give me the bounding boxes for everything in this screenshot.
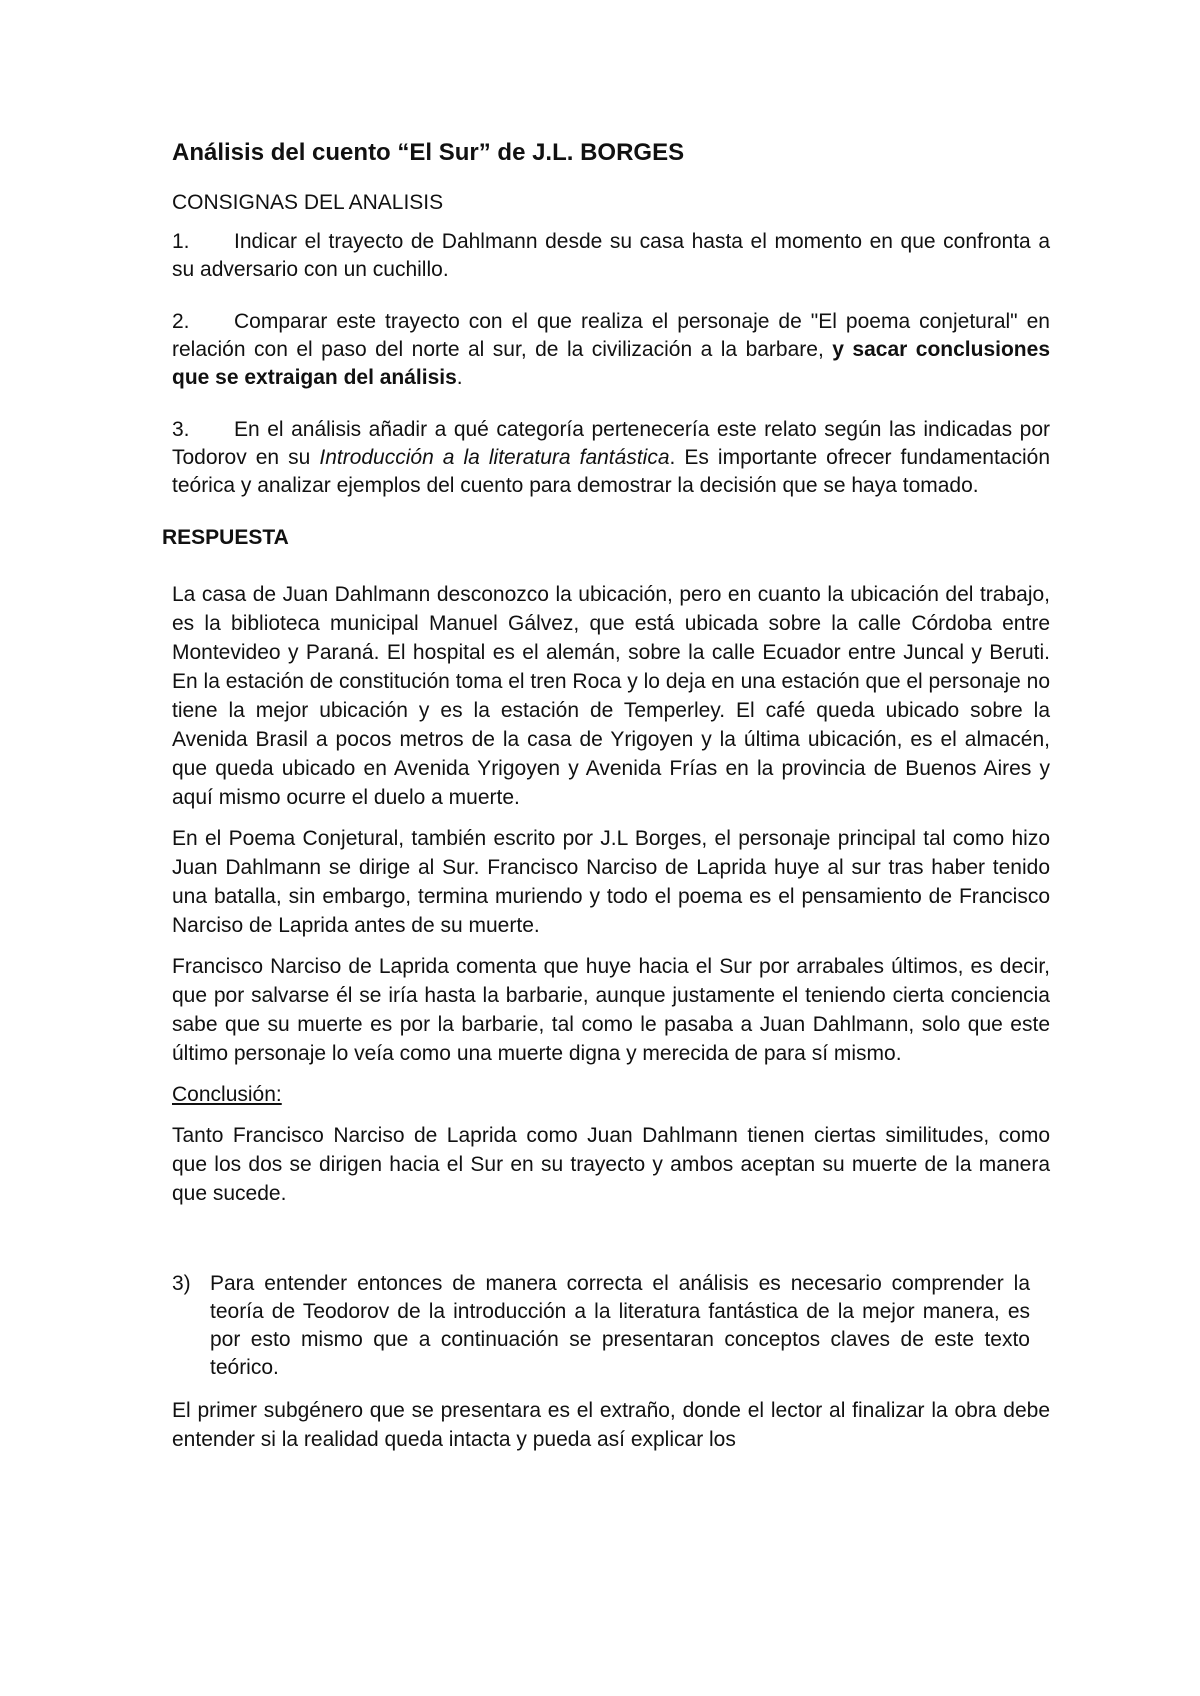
- item-number: 1.: [172, 230, 190, 253]
- item-end: .: [456, 366, 463, 389]
- consignas-heading: CONSIGNAS DEL ANALISIS: [172, 191, 444, 214]
- item-text: Indicar el trayecto de Dahlmann desde su casa hasta el momento en que confronta a su adversario con un cuchillo.: [172, 230, 1050, 281]
- paragraph-3: Francisco Narciso de Laprida comenta que huye hacia el Sur por arrabales últimos, es decir, que por salvarse él se iría hasta la barbarie, aunque justamente el teniendo cierta conciencia sabe que su muerte es por la barbarie, tal como le pasaba a Juan Dahlmann, solo que este último personaje lo veía como una muerte digna y merecida de para sí mismo.: [172, 955, 1050, 1065]
- consigna-item-1: [172, 228, 1050, 284]
- item-text-before: En el análisis añadir a qué categoría pertenecería este relato según las indicadas por Todorov en su: [172, 418, 1050, 469]
- point-marker: 3): [172, 1272, 191, 1295]
- item-text: Comparar este trayecto con el que realiza el personaje de "El poema conjetural" en relación con el paso del norte al sur, de la civilización a la barbare,: [172, 310, 1050, 361]
- spacer: [172, 1220, 1050, 1270]
- final-paragraph: El primer subgénero que se presentara es el extraño, donde el lector al finalizar la obra debe entender si la realidad queda intacta y pueda así explicar los: [172, 1399, 1050, 1451]
- document-title: Análisis del cuento “El Sur” de J.L. BORGES: [172, 139, 685, 166]
- item-bold-text: y sacar conclusiones que se extraigan del análisis: [172, 338, 1050, 389]
- document-page: [162, 138, 1051, 1466]
- item-number: 3.: [172, 418, 190, 441]
- book-title: Introducción a la literatura fantástica: [319, 446, 670, 469]
- item-number: 2.: [172, 310, 190, 333]
- conclusion-heading: Conclusión:: [172, 1083, 282, 1106]
- point-3: [172, 1270, 1050, 1382]
- respuesta-heading: RESPUESTA: [162, 526, 289, 549]
- consigna-item-3: [172, 416, 1050, 500]
- item-text-after: . Es importante ofrecer fundamentación teórica y analizar ejemplos del cuento para demostrar la decisión que se haya tomado.: [172, 446, 1051, 497]
- consigna-item-2: [172, 308, 1050, 392]
- paragraph-2: En el Poema Conjetural, también escrito por J.L Borges, el personaje principal tal como hizo Juan Dahlmann se dirige al Sur. Francisco Narciso de Laprida huye al sur tras haber tenido una batalla, sin embargo, termina muriendo y todo el poema es el pensamiento de Francisco Narciso de Laprida antes de su muerte.: [172, 827, 1050, 937]
- conclusion-text: Tanto Francisco Narciso de Laprida como Juan Dahlmann tienen ciertas similitudes, como que los dos se dirigen hacia el Sur en su trayecto y ambos aceptan su muerte de la manera que sucede.: [172, 1124, 1050, 1205]
- paragraph-1: La casa de Juan Dahlmann desconozco la ubicación, pero en cuanto la ubicación del trabajo, es la biblioteca municipal Manuel Gálvez, que está ubicada sobre la calle Córdoba entre Montevideo y Paraná. El hospital es el alemán, sobre la calle Ecuador entre Juncal y Beruti. En la estación de constitución toma el tren Roca y lo deja en una estación que el personaje no tiene la mejor ubicación y es la estación de Temperley. El café queda ubicado sobre la Avenida Brasil a pocos metros de la casa de Yrigoyen y la última ubicación, es el almacén, que queda ubicado en Avenida Yrigoyen y Avenida Frías en la provincia de Buenos Aires y aquí mismo ocurre el duelo a muerte.: [172, 583, 1050, 809]
- point-text: Para entender entonces de manera correcta el análisis es necesario comprender la teoría de Teodorov de la introducción a la literatura fantástica de la mejor manera, es por esto mismo que a continuación se presentaran conceptos claves de este texto teórico.: [210, 1272, 1030, 1379]
